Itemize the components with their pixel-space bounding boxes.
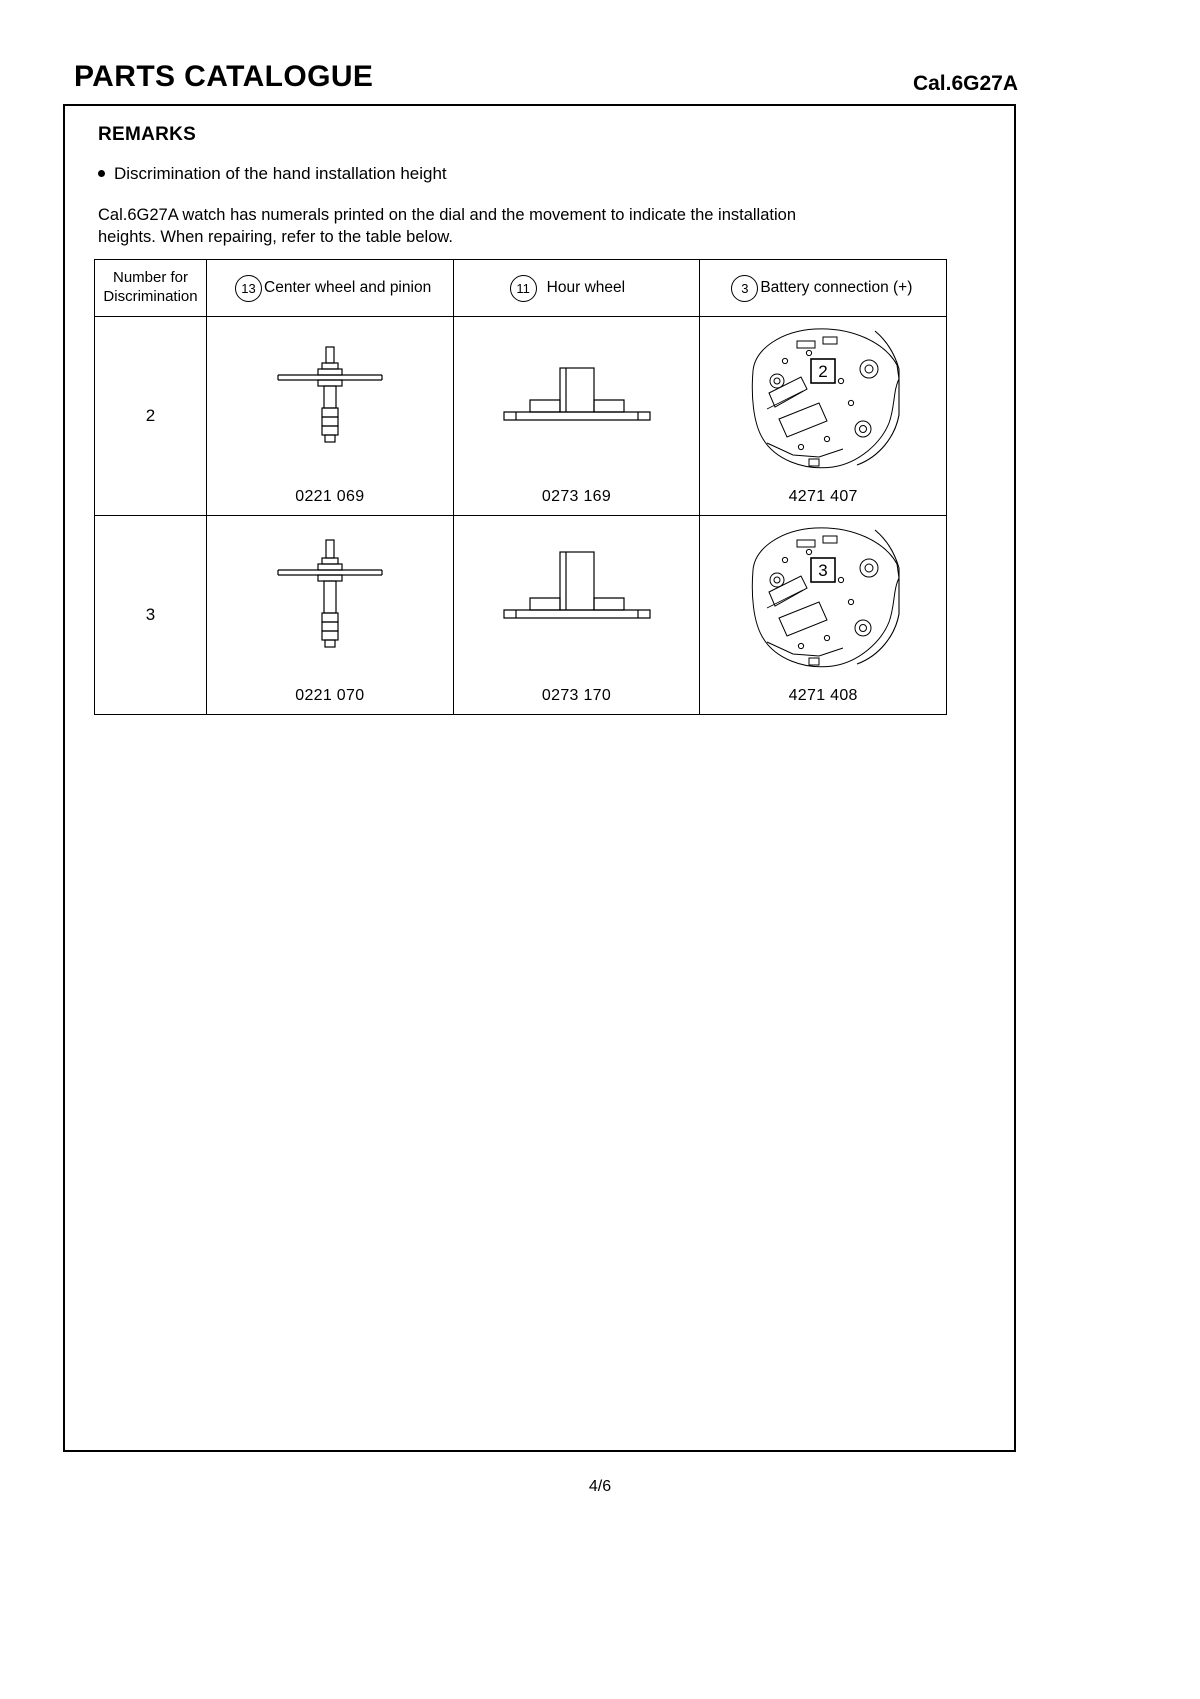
header-center-wheel-label: Center wheel and pinion (264, 279, 432, 296)
part-ref-circle-icon: 13 (235, 275, 262, 302)
hour-wheel-figure (454, 524, 700, 674)
cell-battery-connection-row3 (700, 516, 947, 715)
cell-hour-wheel-row3 (453, 516, 700, 715)
header-hour-wheel-label: Hour wheel (546, 279, 626, 296)
movement-marker-number: 2 (818, 362, 828, 381)
remarks-bullet-text: Discrimination of the hand installation height (114, 164, 447, 183)
cell-center-wheel-row3 (207, 516, 454, 715)
header-number-for-discrimination (95, 260, 207, 317)
hour-wheel-figure (454, 325, 700, 475)
cell-battery-connection-row2 (700, 317, 947, 516)
remarks-bullet-item (98, 164, 447, 184)
calibre-label: Cal.6G27A (912, 72, 1018, 95)
header-battery-connection (700, 260, 947, 317)
center-wheel-diagram-icon (260, 534, 400, 664)
remarks-paragraph (98, 204, 858, 249)
header-battery-connection-label: Battery connection (+) (760, 279, 913, 296)
table-body (95, 317, 947, 715)
movement-plate-diagram-icon (723, 319, 923, 479)
part-ref-circle-icon: 11 (510, 275, 537, 302)
row-discrimination-number: 2 (95, 317, 207, 516)
cell-hour-wheel-row2 (453, 317, 700, 516)
hour-wheel-diagram-icon (482, 340, 672, 460)
header-center-wheel (207, 260, 454, 317)
movement-marker-number: 3 (818, 561, 828, 580)
paragraph-line-1: Cal.6G27A watch has numerals printed on the dial and the movement to indicate the installation (98, 206, 797, 224)
battery-connection-part-number: 4271 407 (788, 488, 858, 505)
remarks-heading: REMARKS (98, 124, 197, 145)
page-footer: 4/6 (588, 1478, 612, 1495)
paragraph-line-2: heights. When repairing, refer to the table below. (98, 228, 453, 247)
center-wheel-figure (207, 325, 453, 475)
part-ref-circle-icon: 3 (731, 275, 758, 302)
hour-wheel-part-number: 0273 169 (541, 488, 612, 505)
center-wheel-part-number: 0221 069 (295, 488, 365, 505)
cell-center-wheel-row2 (207, 317, 454, 516)
battery-connection-figure (700, 518, 946, 678)
table-row (95, 516, 947, 715)
bullet-point-icon (98, 170, 105, 177)
hour-wheel-part-number: 0273 170 (541, 687, 612, 704)
movement-plate-diagram-icon (723, 518, 923, 678)
header-ndisc-line1: Number for (112, 269, 189, 287)
table-header-row (95, 260, 947, 317)
row-discrimination-number: 3 (95, 516, 207, 715)
center-wheel-diagram-icon (260, 335, 400, 465)
page-title: PARTS CATALOGUE (74, 60, 374, 93)
battery-connection-figure (700, 319, 946, 479)
table-row (95, 317, 947, 516)
header-ndisc-line2: Discrimination (103, 288, 198, 305)
header-hour-wheel (453, 260, 700, 317)
battery-connection-part-number: 4271 408 (788, 687, 858, 704)
discrimination-table (94, 259, 947, 715)
page-header (63, 60, 1018, 104)
center-wheel-figure (207, 524, 453, 674)
content-frame (63, 104, 1016, 1452)
hour-wheel-diagram-icon (482, 534, 672, 664)
center-wheel-part-number: 0221 070 (295, 687, 365, 704)
